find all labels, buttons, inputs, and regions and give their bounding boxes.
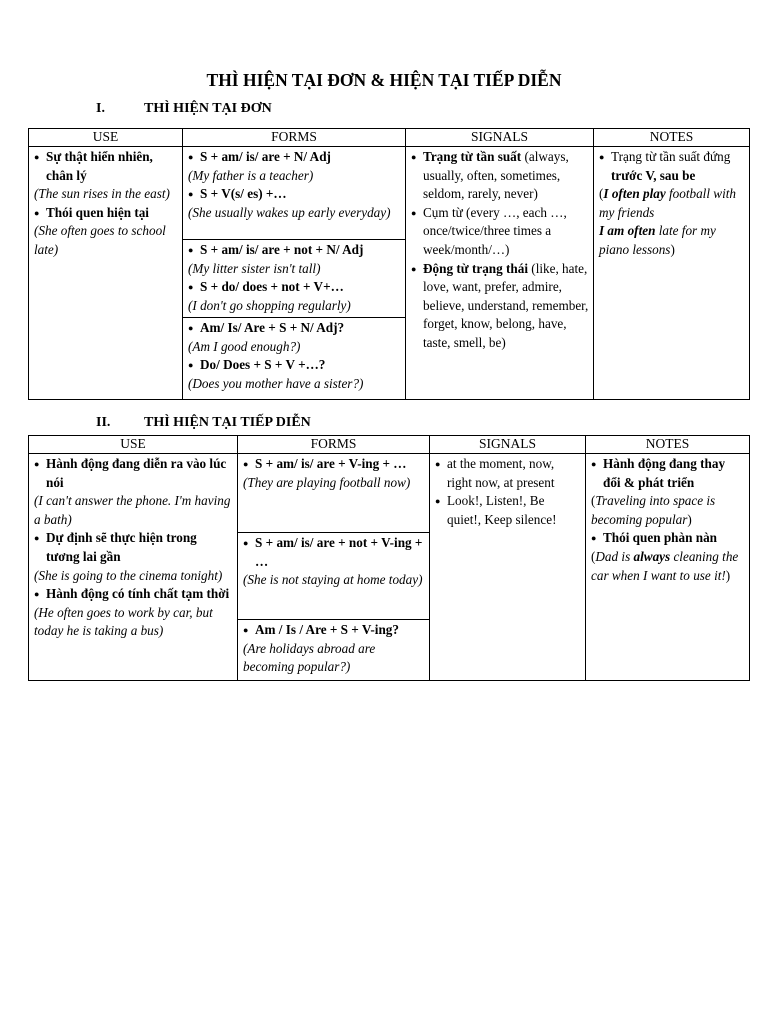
signal-item: ● at the moment, now, right now, at present — [435, 455, 581, 492]
form-example: (Am I good enough?) — [188, 338, 301, 354]
form-formula: ● Am / Is / Are + S + V-ing? — [243, 621, 425, 640]
paren: ( — [599, 186, 604, 202]
section-2-heading — [96, 415, 311, 431]
table-row — [29, 454, 750, 681]
forms-cell — [238, 454, 430, 681]
header-notes: NOTES — [594, 129, 750, 147]
use-example: (I can't answer the phone. I'm having a bath) — [34, 493, 231, 527]
signal-text: (always, usually, often, sometimes, seldom, rarely, never) — [423, 149, 569, 202]
section-2-title: THÌ HIỆN TẠI TIẾP DIỄN — [144, 415, 311, 430]
use-cell — [29, 454, 238, 681]
signal-label: Trạng từ tần suất — [423, 149, 522, 164]
signals-cell — [406, 147, 594, 400]
note-item — [599, 148, 745, 185]
table-row — [29, 147, 750, 400]
form-formula: ● Do/ Does + S + V +…? — [188, 356, 401, 375]
form-example: (Are holidays abroad are becoming popular?) — [243, 640, 376, 675]
header-signals: SIGNALS — [406, 129, 594, 147]
paren: ) — [687, 511, 692, 527]
note-item: ● Thói quen phàn nàn — [591, 529, 745, 548]
form-formula: ● S + am/ is/ are + not + N/ Adj — [188, 241, 401, 260]
signals-cell — [430, 454, 586, 681]
note-italic: football with my friends — [599, 186, 737, 220]
affirmative-forms — [183, 147, 405, 239]
use-example: (The sun rises in the east) — [34, 186, 170, 202]
section-1-number: I. — [96, 101, 105, 116]
note-text: Trạng từ tần suất đứng — [611, 149, 731, 164]
paren: ) — [725, 567, 731, 583]
present-continuous-table — [28, 435, 750, 681]
notes-cell — [586, 454, 750, 681]
signal-item: ● Look!, Listen!, Be quiet!, Keep silence! — [435, 492, 581, 529]
note-italic: cleaning the car when I want to use it! — [591, 548, 739, 583]
section-2-number: II. — [96, 415, 111, 430]
note-example — [599, 185, 745, 222]
page-title: THÌ HIỆN TẠI ĐƠN & HIỆN TẠI TIẾP DIỄN — [206, 70, 562, 90]
use-item: ● Sự thật hiển nhiên, chân lý — [34, 148, 178, 185]
form-formula: ● S + am/ is/ are + N/ Adj — [188, 148, 401, 167]
signal-item — [411, 148, 589, 204]
signal-label: Động từ trạng thái — [423, 260, 528, 276]
signal-text: (like, hate, love, want, prefer, admire, believe, understand, remember, forget, know, belong, have, taste, smell, be) — [423, 260, 589, 350]
use-cell — [29, 147, 183, 400]
form-formula: ● S + do/ does + not + V+… — [188, 278, 401, 297]
note-example — [591, 548, 745, 585]
section-1-title: THÌ HIỆN TẠI ĐƠN — [144, 101, 272, 116]
paren: ( — [591, 548, 596, 564]
note-emph: I often play — [603, 186, 666, 202]
section-1-heading — [96, 101, 272, 117]
use-item: ● Thói quen hiện tại — [34, 204, 178, 223]
paren: ) — [670, 241, 675, 257]
note-emph: always — [633, 548, 671, 564]
header-forms: FORMS — [183, 129, 406, 147]
form-example: (I don't go shopping regularly) — [188, 297, 351, 313]
question-forms — [183, 317, 405, 395]
negative-forms — [183, 239, 405, 317]
form-example: (Does you mother have a sister?) — [188, 375, 364, 391]
use-example: (He often goes to work by car, but today he is taking a bus) — [34, 604, 213, 639]
form-example: (She is not staying at home today) — [243, 572, 423, 588]
use-example: (She often goes to school late) — [34, 223, 166, 257]
header-forms: FORMS — [238, 436, 430, 454]
form-example: (She usually wakes up early everyday) — [188, 204, 391, 220]
header-signals: SIGNALS — [430, 436, 586, 454]
note-italic: late for my piano lessons — [599, 223, 716, 257]
note-example — [591, 492, 745, 529]
use-example: (She is going to the cinema tonight) — [34, 567, 223, 583]
notes-cell — [594, 147, 750, 400]
form-example: (My father is a teacher) — [188, 167, 314, 183]
signal-item: ● Cụm từ (every …, each …, once/twice/three times a week/month/…) — [411, 204, 589, 260]
negative-forms — [238, 532, 429, 619]
note-italic: Traveling into space is becoming popular — [591, 493, 716, 527]
note-item: ● Hành động đang thay đổi & phát triển — [591, 455, 745, 492]
present-simple-table — [28, 128, 750, 400]
form-example: (My litter sister isn't tall) — [188, 260, 321, 276]
paren: ( — [591, 493, 596, 509]
form-formula: ● Am/ Is/ Are + S + N/ Adj? — [188, 319, 401, 338]
form-formula: ● S + am/ is/ are + V-ing + … — [243, 455, 425, 474]
note-emph: I am often — [599, 223, 656, 239]
table-header-row — [29, 436, 750, 454]
table-header-row — [29, 129, 750, 147]
note-example — [599, 222, 745, 259]
header-use: USE — [29, 436, 238, 454]
use-item: ● Hành động có tính chất tạm thời — [34, 585, 233, 604]
header-notes: NOTES — [586, 436, 750, 454]
affirmative-forms — [238, 454, 429, 532]
note-italic: Dad is — [595, 548, 634, 564]
signal-item — [411, 260, 589, 353]
form-example: (They are playing football now) — [243, 474, 411, 490]
use-item: ● Dự định sẽ thực hiện trong tương lai gần — [34, 529, 233, 566]
use-item: ● Hành động đang diễn ra vào lúc nói — [34, 455, 233, 492]
form-formula: ● S + am/ is/ are + not + V-ing + … — [243, 534, 425, 571]
note-bold: trước V, sau be — [611, 167, 696, 183]
header-use: USE — [29, 129, 183, 147]
forms-cell — [183, 147, 406, 400]
form-formula: ● S + V(s/ es) +… — [188, 185, 401, 204]
question-forms — [238, 619, 429, 679]
